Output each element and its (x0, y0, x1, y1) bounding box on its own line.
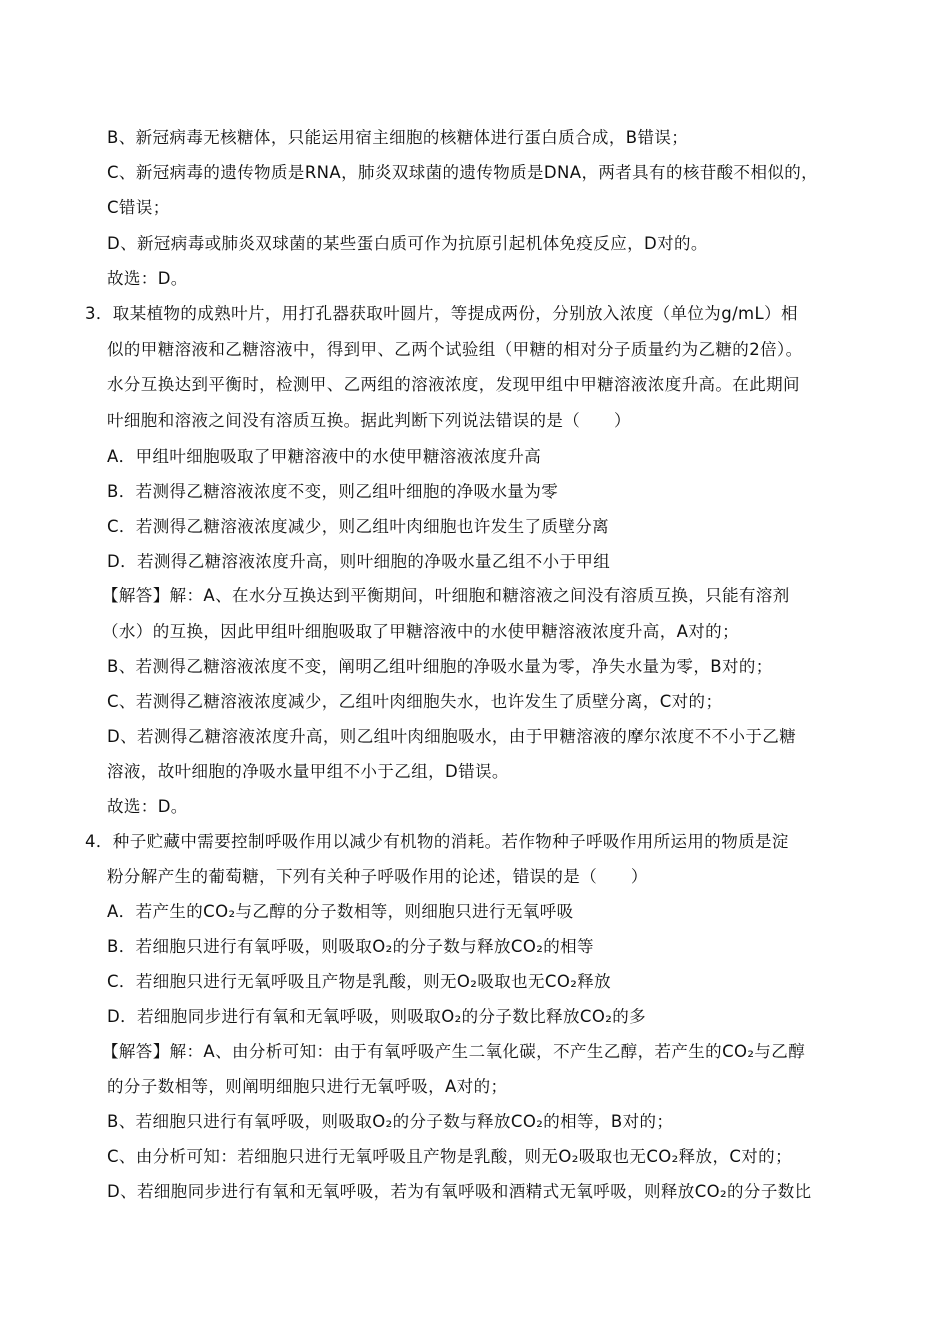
answer-3-line-3: B、若测得乙糖溶液浓度不变，阐明乙组叶细胞的净吸水量为零，净失水量为零，B对的； (107, 657, 773, 676)
question-3-option-a: A．甲组叶细胞吸取了甲糖溶液中的水使甲糖溶液浓度升高 (107, 447, 542, 466)
question-4-line-1: 4．种子贮藏中需要控制呼吸作用以减少有机物的消耗。若作物种子呼吸作用所运用的物质是淀 (85, 832, 789, 851)
question-3-option-c: C．若测得乙糖溶液浓度减少，则乙组叶肉细胞也许发生了质壁分离 (107, 517, 610, 536)
question-3-line-3: 水分互换达到平衡时，检测甲、乙两组的溶液浓度，发现甲组中甲糖溶液浓度升高。在此期间 (107, 375, 800, 394)
answer-3-line-5: D、若测得乙糖溶液浓度升高，则乙组叶肉细胞吸水，由于甲糖溶液的摩尔浓度不不小于乙糖 (107, 727, 797, 746)
answer-4-line-4: C、由分析可知：若细胞只进行无氧呼吸且产物是乳酸，则无O₂吸取也无CO₂释放，C对的； (107, 1147, 792, 1166)
question-4-option-d: D．若细胞同步进行有氧和无氧呼吸，则吸取O₂的分子数比释放CO₂的多 (107, 1007, 647, 1026)
answer-3-line-6: 溶液，故叶细胞的净吸水量甲组不小于乙组，D错误。 (107, 762, 509, 781)
question-4-option-b: B．若细胞只进行有氧呼吸，则吸取O₂的分子数与释放CO₂的相等 (107, 937, 594, 956)
question-4-line-2: 粉分解产生的葡萄糖，下列有关种子呼吸作用的论述，错误的是（ ） (107, 867, 648, 886)
answer-3-line-4: C、若测得乙糖溶液浓度减少，乙组叶肉细胞失水，也许发生了质壁分离，C对的； (107, 692, 723, 711)
text-line-3: C错误； (107, 198, 170, 217)
text-line-1: B、新冠病毒无核糖体，只能运用宿主细胞的核糖体进行蛋白质合成，B错误； (107, 128, 689, 147)
text-line-5: 故选：D。 (107, 269, 188, 288)
text-line-2: C、新冠病毒的遗传物质是RNA，肺炎双球菌的遗传物质是DNA，两者具有的核苷酸不相似的， (107, 163, 819, 182)
answer-4-line-1: 【解答】解：A、由分析可知：由于有氧呼吸产生二氧化碳，不产生乙醇，若产生的CO₂与乙醇 (102, 1042, 806, 1061)
question-4-option-c: C．若细胞只进行无氧呼吸且产物是乳酸，则无O₂吸取也无CO₂释放 (107, 972, 612, 991)
answer-4-line-3: B、若细胞只进行有氧呼吸，则吸取O₂的分子数与释放CO₂的相等，B对的； (107, 1112, 674, 1131)
question-3-option-d: D．若测得乙糖溶液浓度升高，则叶细胞的净吸水量乙组不小于甲组 (107, 552, 611, 571)
question-3-line-4: 叶细胞和溶液之间没有溶质互换。据此判断下列说法错误的是（ ） (107, 411, 631, 430)
answer-3-line-1: 【解答】解：A、在水分互换达到平衡期间，叶细胞和糖溶液之间没有溶质互换，只能有溶剂 (102, 586, 790, 605)
text-line-4: D、新冠病毒或肺炎双球菌的某些蛋白质可作为抗原引起机体免疫反应，D对的。 (107, 234, 708, 253)
answer-4-line-5: D、若细胞同步进行有氧和无氧呼吸，若为有氧呼吸和酒精式无氧呼吸，则释放CO₂的分子数比 (107, 1182, 812, 1201)
question-3-option-b: B．若测得乙糖溶液浓度不变，则乙组叶细胞的净吸水量为零 (107, 482, 559, 501)
question-3-line-2: 似的甲糖溶液和乙糖溶液中，得到甲、乙两个试验组（甲糖的相对分子质量约为乙糖的2倍）。 (107, 340, 803, 359)
question-3-line-1: 3．取某植物的成熟叶片，用打孔器获取叶圆片，等提成两份，分别放入浓度（单位为g/mL）相 (85, 304, 798, 323)
answer-3-line-2: （水）的互换，因此甲组叶细胞吸取了甲糖溶液中的水使甲糖溶液浓度升高，A对的； (102, 622, 739, 641)
answer-4-line-2: 的分子数相等，则阐明细胞只进行无氧呼吸，A对的； (107, 1077, 508, 1096)
answer-3-line-7: 故选：D。 (107, 797, 188, 816)
question-4-option-a: A．若产生的CO₂与乙醇的分子数相等，则细胞只进行无氧呼吸 (107, 902, 574, 921)
